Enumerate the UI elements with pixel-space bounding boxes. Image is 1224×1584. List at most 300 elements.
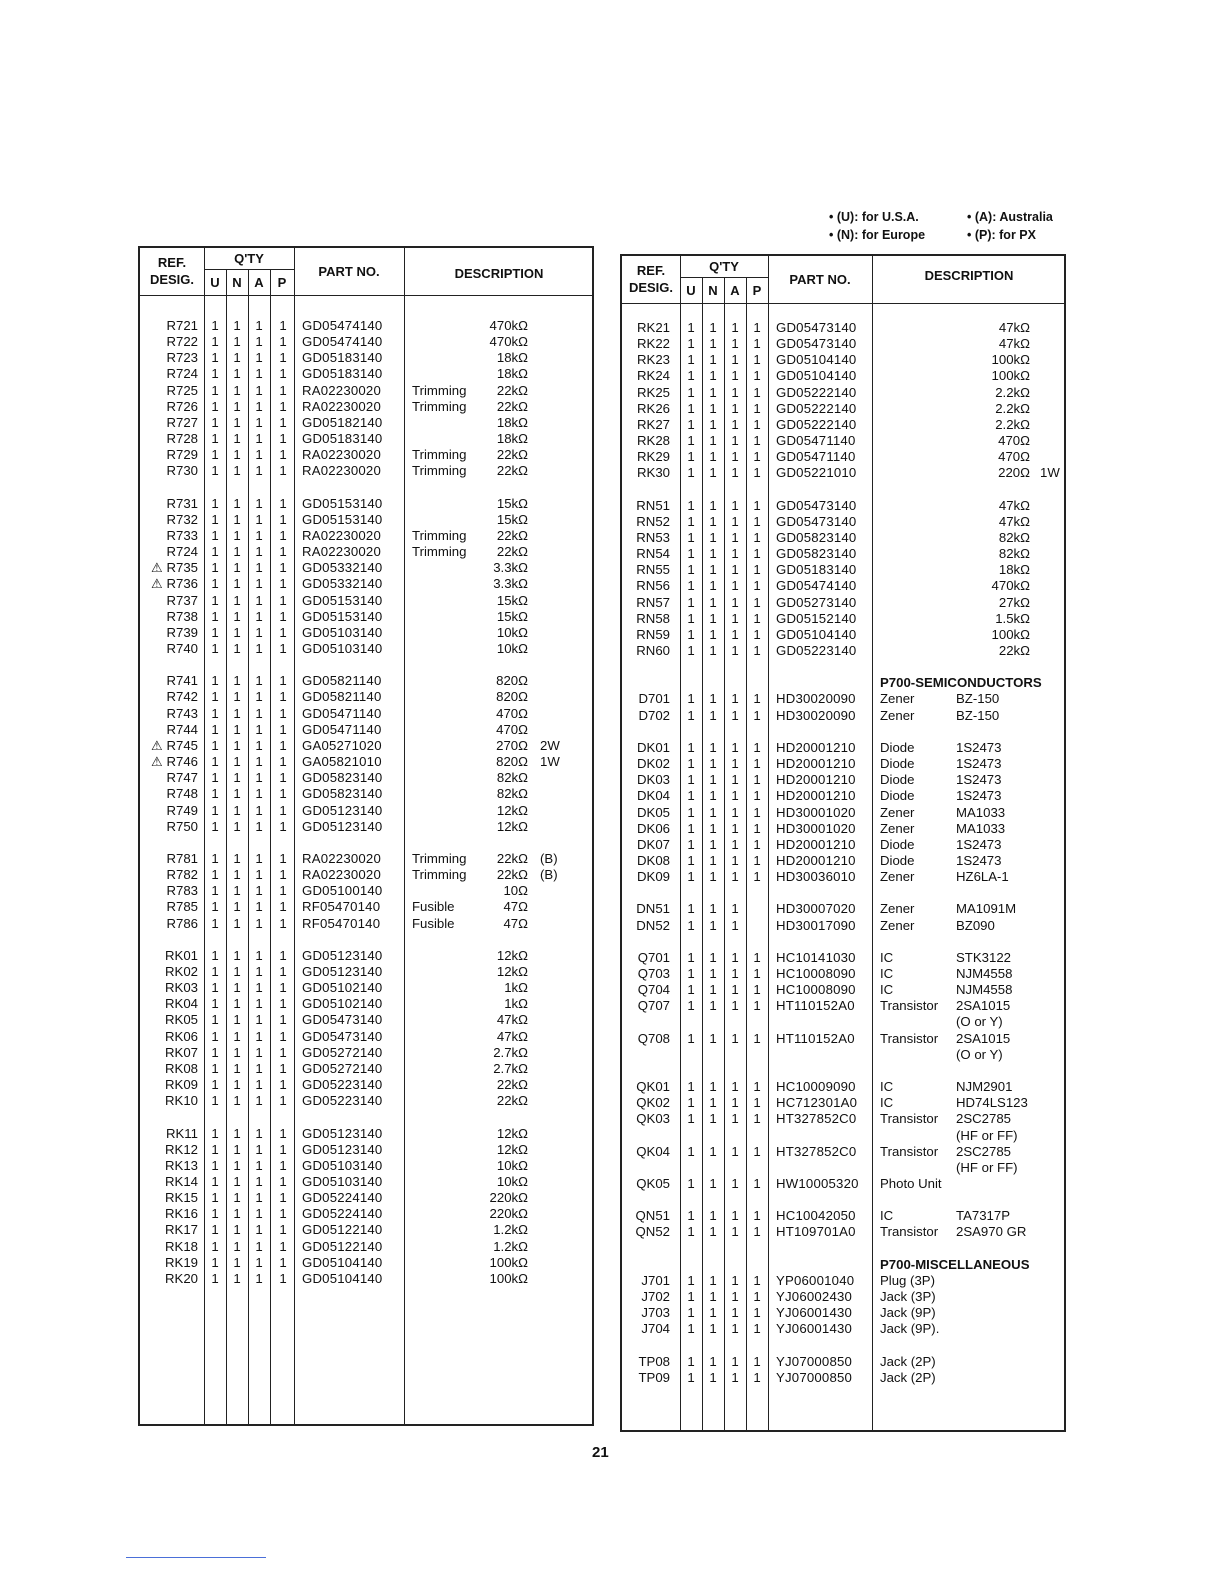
resistance-value: 2.2kΩ: [995, 400, 1030, 416]
header-u: U: [686, 283, 696, 298]
table-row: [140, 366, 592, 382]
ref-designator: R750: [166, 818, 198, 834]
qty-a: 1: [731, 998, 739, 1014]
description-type: Zener: [880, 820, 915, 836]
qty-p: 1: [753, 465, 761, 481]
header-a: A: [254, 275, 264, 290]
qty-n: 1: [709, 626, 717, 642]
qty-u: 1: [687, 529, 695, 545]
header-ref: REF.: [636, 263, 666, 278]
qty-p: 1: [279, 544, 287, 560]
qty-p: 1: [753, 966, 761, 981]
part-number: GD05222140: [776, 400, 857, 416]
table-row: [622, 675, 1064, 691]
qty-n: 1: [709, 901, 717, 917]
qty-a: 1: [255, 560, 263, 576]
header-qty: Q'TY: [709, 259, 739, 274]
qty-a: 1: [731, 966, 739, 981]
part-number: YP06001040: [776, 1272, 855, 1288]
resistance-value: 12kΩ: [496, 1141, 528, 1157]
qty-a: 1: [731, 707, 739, 723]
qty-u: 1: [687, 852, 695, 868]
ref-designator: RN54: [636, 546, 670, 562]
part-number: YJ07000850: [776, 1369, 853, 1385]
table-row: [140, 447, 592, 463]
table-row: [622, 837, 1064, 853]
qty-a: 1: [255, 1157, 263, 1173]
resistance-value: 15kΩ: [496, 495, 528, 511]
qty-a: 1: [731, 820, 739, 836]
table-row: [140, 1077, 592, 1093]
ref-designator: DN51: [636, 901, 670, 917]
description-value: 1S2473: [956, 756, 1002, 772]
table-row: [140, 899, 592, 915]
qty-n: 1: [709, 336, 717, 352]
qty-a: 1: [731, 1272, 739, 1288]
qty-n: 1: [233, 350, 241, 366]
qty-n: 1: [233, 737, 241, 753]
resistance-value: 270Ω: [496, 737, 528, 753]
qty-u: 1: [211, 1093, 219, 1109]
part-number: GD05823140: [776, 529, 857, 545]
table-row: [140, 431, 592, 447]
qty-n: 1: [233, 495, 241, 511]
qty-u: 1: [687, 497, 695, 513]
ref-designator: QK01: [636, 1079, 670, 1095]
qty-n: 1: [233, 398, 241, 414]
part-number: GD05471140: [776, 433, 856, 449]
table-row: [140, 496, 592, 512]
qty-p: 1: [753, 497, 761, 513]
part-number: GD05473140: [776, 513, 857, 529]
ref-designator: RN60: [636, 643, 670, 658]
ref-designator: RK30: [637, 465, 670, 481]
qty-u: 1: [687, 1369, 695, 1385]
table-row: [140, 706, 592, 722]
qty-a: 1: [731, 384, 739, 400]
qty-p: 1: [279, 754, 287, 770]
qty-u: 1: [211, 1060, 219, 1076]
qty-u: 1: [687, 513, 695, 529]
description-type: Trimming: [412, 382, 467, 398]
ref-designator: R747: [166, 770, 198, 786]
description-value: NJM2901: [956, 1079, 1013, 1095]
qty-p: 1: [279, 1044, 287, 1060]
qty-u: 1: [687, 998, 695, 1014]
ref-designator: RK13: [165, 1157, 198, 1173]
table-row: [622, 1354, 1064, 1370]
qty-a: 1: [731, 1224, 739, 1240]
qty-u: 1: [687, 836, 695, 852]
ref-designator: D702: [638, 707, 670, 723]
qty-p: 1: [753, 1208, 761, 1224]
qty-a: 1: [255, 382, 263, 398]
qty-n: 1: [709, 433, 717, 449]
description-type: Jack (9P).: [880, 1321, 940, 1337]
resistance-value: 47Ω: [503, 899, 528, 915]
qty-p: 1: [279, 850, 287, 866]
resistance-value: 47kΩ: [496, 1028, 528, 1044]
ref-designator: DK01: [637, 739, 670, 755]
ref-designator: RK16: [165, 1206, 198, 1222]
qty-u: 1: [687, 1143, 695, 1159]
qty-a: 1: [731, 869, 739, 885]
resistance-value: 100kΩ: [489, 1254, 528, 1270]
ref-designator: R723: [166, 350, 198, 366]
description-type: Trimming: [412, 867, 467, 883]
part-number: RF05470140: [302, 899, 381, 915]
description-extra: (B): [540, 867, 558, 883]
qty-n: 1: [709, 772, 717, 788]
description-value: 1S2473: [956, 836, 1002, 852]
ref-designator: QK05: [636, 1175, 670, 1191]
qty-n: 1: [709, 529, 717, 545]
resistance-value: 820Ω: [496, 754, 528, 770]
part-number: HW10005320: [776, 1175, 859, 1191]
resistance-value: 12kΩ: [496, 964, 528, 979]
resistance-value: 3.3kΩ: [493, 576, 528, 592]
table-row: [140, 1222, 592, 1238]
part-number: HC10141030: [776, 949, 856, 965]
qty-a: 1: [255, 318, 263, 333]
part-number: GD05821140: [302, 673, 382, 689]
table-row: [622, 1014, 1064, 1030]
header-description: DESCRIPTION: [454, 266, 544, 281]
qty-n: 1: [233, 1125, 241, 1141]
table-row: [622, 385, 1064, 401]
header-desig: DESIG.: [149, 272, 195, 287]
table-row: [622, 1128, 1064, 1144]
qty-a: 1: [731, 1369, 739, 1385]
ref-designator: RK19: [165, 1254, 198, 1270]
qty-u: 1: [211, 1173, 219, 1189]
qty-n: 1: [233, 689, 241, 705]
qty-u: 1: [687, 1111, 695, 1127]
ref-designator: R782: [166, 867, 198, 883]
qty-n: 1: [233, 447, 241, 463]
qty-u: 1: [211, 495, 219, 511]
qty-n: 1: [709, 691, 717, 707]
qty-p: 1: [753, 610, 761, 626]
description-type: Trimming: [412, 527, 467, 543]
resistance-value: 15kΩ: [496, 608, 528, 624]
legend-europe: • (N): for Europe: [829, 228, 926, 242]
part-number: HT110152A0: [776, 998, 855, 1014]
part-number: GD05183140: [776, 562, 857, 578]
table-row: [140, 819, 592, 835]
part-number: YJ06002430: [776, 1289, 853, 1304]
ref-designator: R744: [166, 721, 198, 737]
table-row: [140, 786, 592, 802]
qty-n: 1: [709, 1208, 717, 1224]
table-row: [622, 772, 1064, 788]
part-number: GD05471140: [302, 705, 382, 721]
table-row: [622, 578, 1064, 594]
ref-designator: TP09: [638, 1369, 670, 1385]
resistance-value: 470Ω: [998, 449, 1030, 465]
part-number: HC10042050: [776, 1208, 856, 1224]
table-row: [622, 1289, 1064, 1305]
table-row: [140, 576, 592, 592]
header-p: P: [752, 283, 762, 298]
part-number: GD05473140: [776, 497, 857, 513]
resistance-value: 15kΩ: [496, 592, 528, 608]
qty-a: 1: [731, 1079, 739, 1095]
part-number: GD05474140: [302, 318, 383, 333]
ref-designator: R739: [166, 624, 198, 640]
qty-n: 1: [709, 869, 717, 885]
qty-n: 1: [233, 867, 241, 883]
qty-p: 1: [753, 368, 761, 384]
ref-designator: R724: [166, 544, 198, 560]
description-type: Transistor: [880, 1030, 939, 1046]
table-row: [622, 1370, 1064, 1386]
description-type: Zener: [880, 901, 915, 917]
table-row: [140, 383, 592, 399]
ref-designator: R781: [166, 850, 198, 866]
section-heading: P700-SEMICONDUCTORS: [880, 675, 1042, 691]
qty-u: 1: [211, 463, 219, 479]
table-row: [622, 1079, 1064, 1095]
table-row: [622, 853, 1064, 869]
table-row: [622, 352, 1064, 368]
ref-designator: DK05: [637, 804, 670, 820]
resistance-value: 100kΩ: [991, 368, 1030, 384]
qty-n: 1: [233, 592, 241, 608]
qty-a: 1: [731, 1111, 739, 1127]
qty-a: 1: [255, 1141, 263, 1157]
qty-a: 1: [731, 497, 739, 513]
qty-a: 1: [731, 546, 739, 562]
table-row: [140, 1190, 592, 1206]
ref-designator: RK26: [637, 400, 670, 416]
qty-n: 1: [233, 1206, 241, 1222]
ref-designator: RK04: [165, 996, 198, 1012]
qty-p: 1: [279, 398, 287, 414]
description-value: STK3122: [956, 949, 1011, 965]
description-value: 2SA970 GR: [956, 1224, 1027, 1240]
qty-n: 1: [709, 497, 717, 513]
table-row: [622, 805, 1064, 821]
table-row: [140, 803, 592, 819]
ref-designator: QK03: [636, 1111, 670, 1127]
qty-n: 1: [233, 511, 241, 527]
qty-u: 1: [211, 1254, 219, 1270]
ref-designator: RK12: [165, 1141, 198, 1157]
qty-a: 1: [255, 1222, 263, 1238]
ref-designator: ⚠ R735: [150, 560, 198, 576]
qty-p: 1: [753, 836, 761, 852]
ref-designator: ⚠ R736: [150, 576, 198, 592]
qty-u: 1: [211, 527, 219, 543]
part-number: GD05473140: [302, 1028, 383, 1044]
qty-p: 1: [753, 433, 761, 449]
qty-n: 1: [233, 1093, 241, 1109]
part-number: RA02230020: [302, 527, 381, 543]
table-row: [622, 708, 1064, 724]
part-number: GD05153140: [302, 592, 383, 608]
resistance-value: 1kΩ: [504, 980, 528, 996]
ref-designator: DK02: [637, 756, 670, 772]
table-row: [140, 1093, 592, 1109]
resistance-value: 47kΩ: [998, 497, 1030, 513]
qty-u: 1: [211, 673, 219, 689]
qty-p: 1: [279, 689, 287, 705]
qty-a: 1: [731, 1208, 739, 1224]
qty-p: 1: [279, 899, 287, 915]
table-row: [140, 964, 592, 980]
qty-a: 1: [255, 947, 263, 963]
table-row: [140, 1126, 592, 1142]
qty-n: 1: [709, 1305, 717, 1321]
resistance-value: 47kΩ: [496, 1012, 528, 1028]
qty-p: 1: [753, 1272, 761, 1288]
table-row: [622, 869, 1064, 885]
qty-u: 1: [211, 1222, 219, 1238]
qty-a: 1: [255, 1012, 263, 1028]
description-type: Trimming: [412, 447, 467, 463]
qty-p: 1: [279, 802, 287, 818]
qty-a: 1: [255, 1077, 263, 1093]
ref-designator: RN59: [636, 626, 670, 642]
part-number: HT327852C0: [776, 1111, 857, 1127]
ref-designator: R742: [166, 689, 198, 705]
table-row: [622, 982, 1064, 998]
part-number: GD05123140: [302, 964, 383, 979]
qty-u: 1: [687, 546, 695, 562]
table-row: [622, 336, 1064, 352]
qty-a: 1: [255, 447, 263, 463]
qty-u: 1: [211, 544, 219, 560]
qty-u: 1: [687, 1030, 695, 1046]
qty-n: 1: [709, 1369, 717, 1385]
qty-n: 1: [233, 721, 241, 737]
resistance-value: 12kΩ: [496, 1125, 528, 1141]
qty-n: 1: [233, 1141, 241, 1157]
qty-u: 1: [211, 802, 219, 818]
resistance-value: 22kΩ: [496, 447, 528, 463]
qty-p: 1: [279, 641, 287, 656]
qty-n: 1: [233, 366, 241, 382]
table-row: [622, 1305, 1064, 1321]
qty-p: 1: [279, 1125, 287, 1141]
ref-designator: RK17: [165, 1222, 198, 1238]
qty-n: 1: [709, 982, 717, 998]
part-number: GD05222140: [776, 384, 857, 400]
table-row: [622, 1111, 1064, 1127]
qty-n: 1: [233, 1190, 241, 1206]
table-row: [622, 320, 1064, 336]
qty-p: 1: [753, 513, 761, 529]
qty-p: 1: [753, 1079, 761, 1095]
qty-u: 1: [687, 804, 695, 820]
part-number: HD30017090: [776, 917, 856, 933]
qty-a: 1: [731, 982, 739, 998]
qty-n: 1: [233, 1077, 241, 1093]
resistance-value: 22kΩ: [496, 382, 528, 398]
qty-a: 1: [731, 368, 739, 384]
part-number: GD05102140: [302, 980, 383, 996]
qty-n: 1: [709, 756, 717, 772]
resistance-value: 22kΩ: [496, 1077, 528, 1093]
qty-u: 1: [687, 1079, 695, 1095]
header-n: N: [708, 283, 718, 298]
qty-n: 1: [709, 1321, 717, 1337]
description-value: MA1033: [956, 820, 1006, 836]
qty-n: 1: [709, 449, 717, 465]
resistance-value: 10kΩ: [496, 1173, 528, 1189]
part-number: HD30001020: [776, 820, 856, 836]
qty-n: 1: [709, 1289, 717, 1304]
qty-n: 1: [709, 966, 717, 981]
part-number: GD05153140: [302, 511, 383, 527]
description-type: Diode: [880, 772, 915, 788]
section-heading: P700-MISCELLANEOUS: [880, 1256, 1030, 1272]
qty-n: 1: [709, 739, 717, 755]
part-number: GD05474140: [302, 334, 383, 350]
ref-designator: Q704: [637, 982, 670, 998]
qty-p: 1: [279, 673, 287, 689]
resistance-value: 10kΩ: [496, 1157, 528, 1173]
qty-p: 1: [753, 707, 761, 723]
qty-n: 1: [233, 1270, 241, 1286]
qty-a: 1: [731, 610, 739, 626]
description-type: Transistor: [880, 1143, 939, 1159]
qty-u: 1: [687, 594, 695, 610]
qty-u: 1: [211, 431, 219, 447]
qty-u: 1: [687, 691, 695, 707]
ref-designator: RK07: [165, 1044, 198, 1060]
part-number: GD05273140: [776, 594, 857, 610]
qty-a: 1: [731, 1143, 739, 1159]
table-row: [622, 1047, 1064, 1063]
qty-n: 1: [233, 980, 241, 996]
description-value: BZ090: [956, 917, 995, 933]
qty-n: 1: [233, 527, 241, 543]
qty-a: 1: [731, 1289, 739, 1304]
qty-n: 1: [709, 562, 717, 578]
part-number: GD05103140: [302, 1173, 383, 1189]
header-qty: Q'TY: [234, 251, 264, 266]
description-value: 2SC2785: [956, 1111, 1011, 1127]
ref-designator: R741: [166, 673, 198, 689]
qty-n: 1: [709, 1143, 717, 1159]
part-number: HT109701A0: [776, 1224, 856, 1240]
part-number: GD05104140: [776, 352, 857, 368]
qty-u: 1: [211, 1125, 219, 1141]
qty-p: 1: [279, 1028, 287, 1044]
table-row: [140, 1174, 592, 1190]
description-value: 1S2473: [956, 852, 1002, 868]
description-type: Jack (9P): [880, 1305, 936, 1321]
table-row: [140, 1239, 592, 1255]
resistance-value: 100kΩ: [489, 1270, 528, 1286]
part-number: RA02230020: [302, 463, 381, 479]
ref-designator: Q708: [637, 1030, 670, 1046]
resistance-value: 12kΩ: [496, 818, 528, 834]
qty-a: 1: [731, 562, 739, 578]
description-extra: (B): [540, 850, 558, 866]
part-number: GD05183140: [302, 350, 383, 366]
ref-designator: J703: [641, 1305, 670, 1321]
description-value: HD74LS123: [956, 1095, 1028, 1111]
table-row: [622, 1273, 1064, 1289]
table-row: [622, 1208, 1064, 1224]
ref-designator: RK24: [637, 368, 670, 384]
table-row: [140, 1271, 592, 1287]
qty-p: 1: [279, 867, 287, 883]
ref-designator: RK09: [165, 1077, 198, 1093]
